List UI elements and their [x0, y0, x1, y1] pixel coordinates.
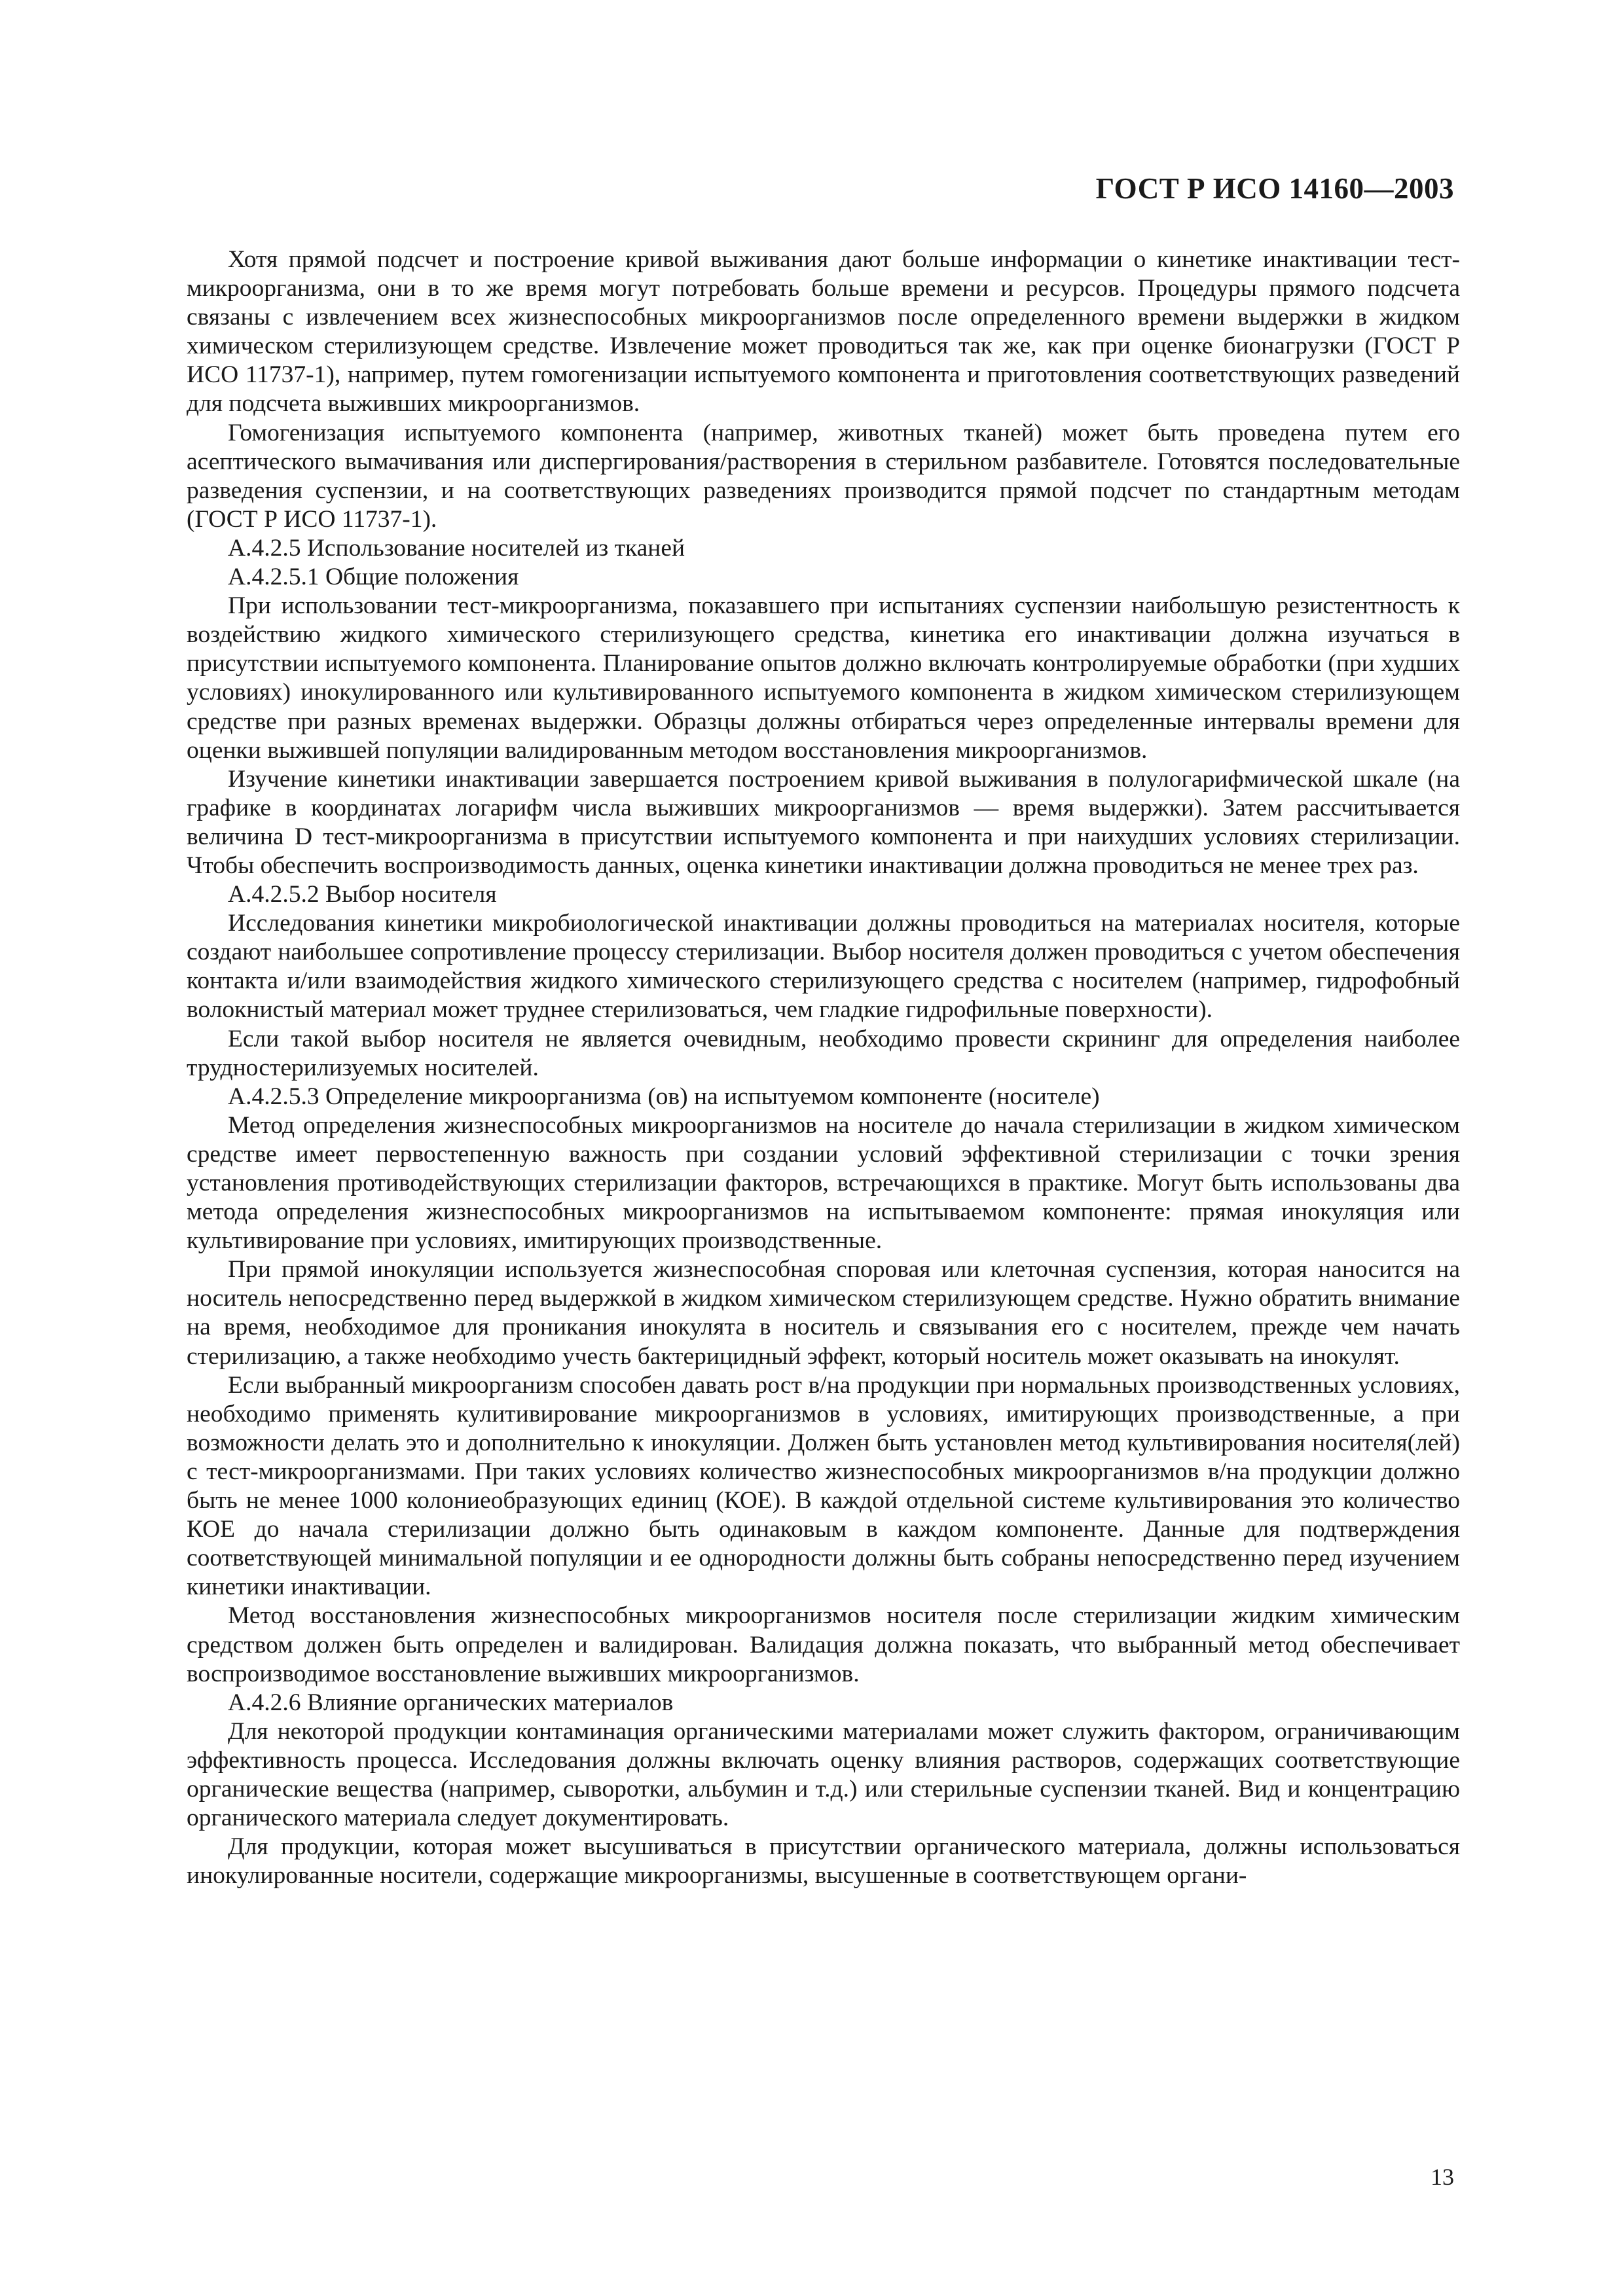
page-header-standard-id: ГОСТ Р ИСО 14160—2003: [1095, 172, 1454, 205]
section-heading: А.4.2.5.3 Определение микроорганизма (ов) на испытуемом компоненте (носителе): [228, 1083, 1100, 1110]
paragraph: Для продукции, которая может высушиваться в присутствии органического материала, должны использоваться инокулированные носители, содержащие микроорганизмы, высушенные в соответствующем органи-: [187, 1833, 1460, 1890]
section-heading: А.4.2.6 Влияние органических материалов: [228, 1689, 674, 1716]
paragraph: Метод восстановления жизнеспособных микроорганизмов носителя после стерилизации жидким химическим средством должен быть определен и валидирован. Валидация должна показать, что выбранный метод обеспечивает воспроизводимое восстановление выживших микроорганизмов.: [187, 1602, 1460, 1687]
section-heading: А.4.2.5.1 Общие положения: [228, 564, 519, 591]
page-number: 13: [1431, 2164, 1454, 2190]
section-heading: А.4.2.5.2 Выбор носителя: [228, 881, 497, 908]
paragraph: Гомогенизация испытуемого компонента (например, животных тканей) может быть проведена путем его асептического вымачивания или диспергирования/растворения в стерильном разбавителе. Готовятся последовательные разведения суспензии, и на соответствующих разведениях производится прямой подсчет по стандартным методам (ГОСТ Р ИСО 11737-1).: [187, 419, 1460, 533]
paragraph: Для некоторой продукции контаминация органическими материалами может служить фактором, ограничивающим эффективность процесса. Исследования должны включать оценку влияния растворов, содержащих соответствующие органические вещества (например, сыворотки, альбумин и т.д.) или стерильные суспензии тканей. Вид и концентрацию органического материала следует документировать.: [187, 1717, 1460, 1832]
paragraph: При прямой инокуляции используется жизнеспособная споровая или клеточная суспензия, которая наносится на носитель непосредственно перед выдержкой в жидком химическом стерилизующем средстве. Нужно обратить внимание на время, необходимое для проникания инокулята в носитель и связывания его с носителем, прежде чем начать стерилизацию, а также необходимо учесть бактерицидный эффект, который носитель может оказывать на инокулят.: [187, 1256, 1460, 1370]
paragraph: Если такой выбор носителя не является очевидным, необходимо провести скрининг для определения наиболее трудностерилизуемых носителей.: [187, 1025, 1460, 1081]
paragraph: Если выбранный микроорганизм способен давать рост в/на продукции при нормальных производственных условиях, необходимо применять кулитивирование микроорганизмов в условиях, имитирующих производственные, а при возможности делать это и дополнительно к инокуляции. Должен быть установлен метод культивирования носителя(лей) с тест-микроорганизмами. При таких условиях количество жизнеспособных микроорганизмов в/на продукции должно быть не менее 1000 колониеобразующих единиц (КОЕ). В каждой отдельной системе культивирования это количество КОЕ до начала стерилизации должно быть одинаковым в каждом компоненте. Данные для подтверждения соответствующей минимальной популяции и ее однородности должны быть собраны непосредственно перед изучением кинетики инактивации.: [187, 1371, 1460, 1601]
body-text: [187, 245, 1460, 1890]
paragraph: Метод определения жизнеспособных микроорганизмов на носителе до начала стерилизации в жидком химическом средстве имеет первостепенную важность при создании условий эффективной стерилизации с точки зрения установления противодействующих стерилизации факторов, встречающихся в практике. Могут быть использованы два метода определения жизнеспособных микроорганизмов на испытываемом компоненте: прямая инокуляция или культивирование при условиях, имитирующих производственные.: [187, 1111, 1460, 1255]
paragraph: Исследования кинетики микробиологической инактивации должны проводиться на материалах носителя, которые создают наибольшее сопротивление процессу стерилизации. Выбор носителя должен проводиться с учетом обеспечения контакта и/или взаимодействия жидкого химического стерилизующего средства с носителем (например, гидрофобный волокнистый материал может труднее стерилизоваться, чем гладкие гидрофильные поверхности).: [187, 910, 1460, 1024]
paragraph: При использовании тест-микроорганизма, показавшего при испытаниях суспензии наибольшую резистентность к воздействию жидкого химического стерилизующего средства, кинетика его инактивации должна изучаться в присутствии испытуемого компонента. Планирование опытов должно включать контролируемые обработки (при худших условиях) инокулированного или культивированного испытуемого компонента в жидком химическом стерилизующем средстве при разных временах выдержки. Образцы должны отбираться через определенные интервалы времени для оценки выжившей популяции валидированным методом восстановления микроорганизмов.: [187, 592, 1460, 764]
section-heading: А.4.2.5 Использование носителей из тканей: [228, 534, 685, 562]
paragraph: Изучение кинетики инактивации завершается построением кривой выживания в полулогарифмической шкале (на графике в координатах логарифм числа выживших микроорганизмов — время выдержки). Затем рассчитывается величина D тест-микроорганизма в присутствии испытуемого компонента и при наихудших условиях стерилизации. Чтобы обеспечить воспроизводимость данных, оценка кинетики инактивации должна проводиться не менее трех раз.: [187, 765, 1460, 879]
paragraph: Хотя прямой подсчет и построение кривой выживания дают больше информации о кинетике инактивации тест-микроорганизма, они в то же время могут потребовать больше времени и ресурсов. Процедуры прямого подсчета связаны с извлечением всех жизнеспособных микроорганизмов после определенного времени выдержки в жидком химическом стерилизующем средстве. Извлечение может проводиться так же, как при оценке бионагрузки (ГОСТ Р ИСО 11737-1), например, путем гомогенизации испытуемого компонента и приготовления соответствующих разведений для подсчета выживших микроорганизмов.: [187, 246, 1460, 418]
